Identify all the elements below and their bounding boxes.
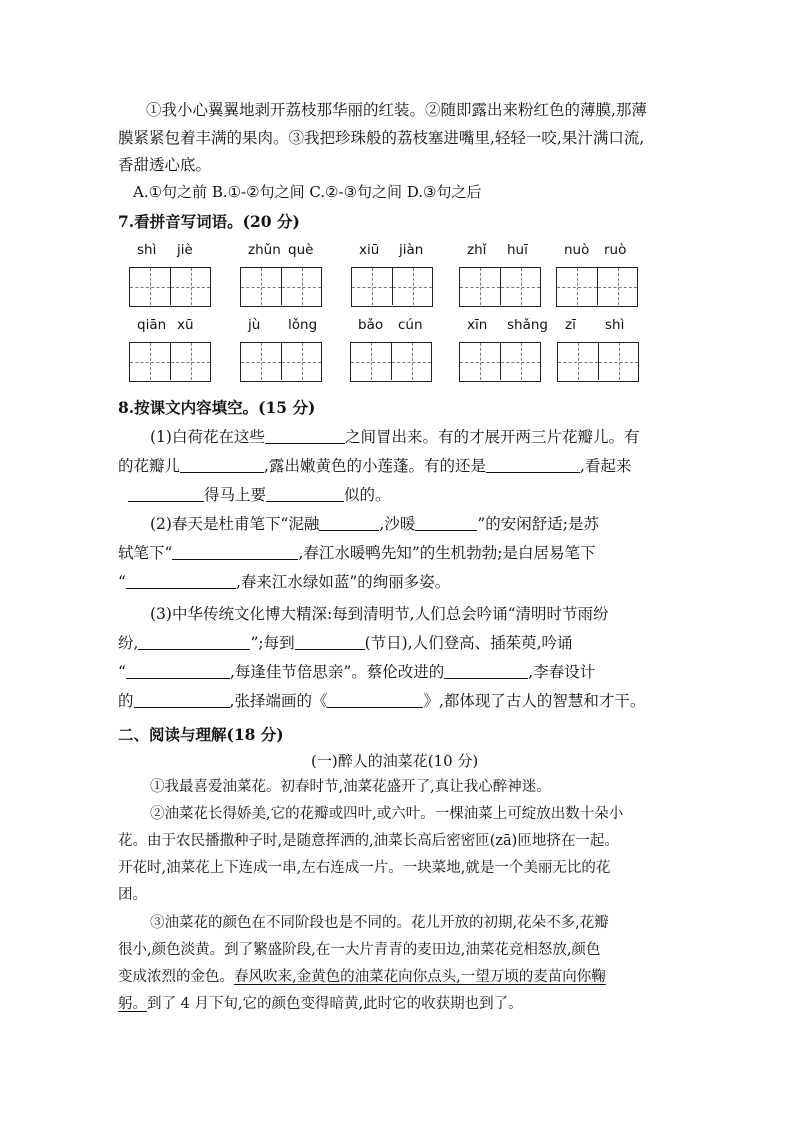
passage-title: (一)醉人的油菜花(10 分) [311,752,479,770]
writing-grid [556,267,638,307]
pinyin-syllable: huī [507,242,528,258]
writing-grid [129,267,211,307]
pinyin-syllable: jù [248,317,261,333]
grid-cell[interactable] [558,343,598,380]
grid-cell[interactable] [351,343,391,380]
writing-grid [351,267,433,307]
answer-blank[interactable] [319,514,379,531]
pinyin-syllable: jiè [177,242,193,258]
q8-text: ”的安闲舒适;是苏 [477,515,599,533]
q8-title: 8.按课文内容填空。(15 分) [118,398,316,417]
q8-text: ,露出嫩黄色的小莲蓬。有的还是 [264,457,486,475]
q8-text: ,春江水暖鸭先知”的生机勃勃;是白居易笔下 [298,544,596,562]
passage-para-2-l2: 花。由于农民播撒种子时,是随意挥洒的,油菜长高后密密匝(zā)匝地挤在一起。 [118,833,619,849]
grid-cell[interactable] [460,268,500,305]
passage-para-2-l4: 团。 [118,887,147,903]
q8-text: ,每逢佳节倍思亲”。蔡伦改进的 [229,663,445,681]
grid-cell[interactable] [557,268,597,305]
underlined-sentence: 躬。 [118,996,147,1012]
writing-grid [459,342,541,382]
q8-text: 纷, [118,634,139,652]
passage-para-2-l1: ②油菜花长得娇美,它的花瓣或四叶,或六叶。一棵油菜上可绽放出数十朵小 [150,806,624,822]
q8-p2-line2 [118,542,596,564]
pinyin-syllable: xīn [467,317,488,333]
q8-text: ,沙暖 [379,515,416,533]
q8-text: (节日),人们登高、插茱萸,吟诵 [364,634,573,652]
pinyin-syllable: lǒng [288,317,318,333]
q8-text: 似的。 [344,486,391,504]
grid-cell[interactable] [130,268,170,305]
pinyin-syllable: xū [177,317,194,333]
q8-text: 的 [118,692,134,710]
passage-para-3-l3 [118,966,606,988]
q6-line-3: 香甜透心底。 [118,156,212,174]
writing-grid [240,342,322,382]
q8-p3-line2 [118,632,573,654]
grid-cell[interactable] [352,268,392,305]
q6-line-1: ①我小心翼翼地剥开荔枝那华丽的红装。②随即露出来粉红色的薄膜,那薄 [146,101,647,119]
q8-p2-line3 [118,571,450,593]
grid-cell[interactable] [500,268,540,305]
q8-text: ,春来江水绿如蓝”的绚丽多姿。 [235,573,451,591]
passage-para-3-l4 [118,993,523,1015]
pinyin-syllable: shì [605,317,625,333]
answer-blank[interactable] [180,456,264,473]
grid-cell[interactable] [598,343,638,380]
q6-options: A.①句之前 B.①-②句之间 C.②-③句之间 D.③句之后 [133,183,482,201]
q8-text: ,张择端画的《 [229,692,328,710]
answer-blank[interactable] [295,633,365,650]
passage-para-1: ①我最喜爱油菜花。初春时节,油菜花盛开了,真让我心醉神迷。 [150,779,551,795]
passage-para-3-l1: ③油菜花的颜色在不同阶段也是不同的。花儿开放的初期,花朵不多,花瓣 [150,915,609,931]
grid-cell[interactable] [241,343,281,380]
pinyin-syllable: xiū [359,242,380,258]
writing-grid [350,342,432,382]
writing-grid [129,342,211,382]
grid-cell[interactable] [597,268,637,305]
grid-cell[interactable] [391,343,431,380]
section-2-title: 二、阅读与理解(18 分) [118,725,284,744]
grid-cell[interactable] [281,268,321,305]
pinyin-syllable: zhǐ [467,242,487,258]
q8-text: “ [118,573,126,591]
pinyin-syllable: shì [137,242,157,258]
answer-blank[interactable] [138,633,250,650]
q8-p3-line4 [118,690,645,712]
q8-text: 轼笔下“ [118,544,173,562]
passage-text: 变成浓烈的金色。 [118,969,234,985]
q8-text: (1)白荷花在这些 [150,428,265,446]
grid-cell[interactable] [500,343,540,380]
pinyin-syllable: shǎng [507,317,548,333]
q8-p1-line2 [118,455,631,477]
answer-blank[interactable] [126,662,230,679]
passage-para-3-l2: 很小,颜色淡黄。到了繁盛阶段,在一大片青青的麦田边,油菜花竞相怒放,颜色 [118,942,601,958]
q8-p3-line3 [118,661,595,683]
q8-p2-line1 [150,513,599,535]
answer-blank[interactable] [172,543,298,560]
answer-blank[interactable] [265,427,345,444]
pinyin-syllable: zī [565,317,576,333]
pinyin-syllable: bǎo [358,317,384,333]
q8-p1-line1 [150,426,639,448]
q8-text: 得马上要 [204,486,267,504]
writing-grid [557,342,639,382]
pinyin-syllable: què [288,242,314,258]
answer-blank[interactable] [128,485,204,502]
q8-text: “ [118,663,126,681]
pinyin-syllable: qiān [137,317,167,333]
q8-p1-line3 [128,484,391,506]
pinyin-syllable: cún [398,317,423,333]
writing-grid [459,267,541,307]
grid-cell[interactable] [460,343,500,380]
q8-text: ,李春设计 [528,663,596,681]
pinyin-syllable: nuò [564,242,590,258]
answer-blank[interactable] [126,572,236,589]
pinyin-syllable: ruò [604,242,627,258]
grid-cell[interactable] [170,343,210,380]
grid-cell[interactable] [241,268,281,305]
q8-text: 》,都体现了古人的智慧和才干。 [423,692,646,710]
answer-blank[interactable] [266,485,344,502]
answer-blank[interactable] [415,514,477,531]
q8-p3-line1: (3)中华传统文化博大精深:每到清明节,人们总会吟诵“清明时节雨纷 [150,605,609,623]
passage-para-2-l3: 开花时,油菜花上下连成一串,左右连成一片。一块菜地,就是一个美丽无比的花 [118,860,611,876]
grid-cell[interactable] [281,343,321,380]
answer-blank[interactable] [134,691,230,708]
q7-title: 7.看拼音写词语。(20 分) [118,212,300,231]
q8-text: (2)春天是杜甫笔下“泥融 [150,515,320,533]
pinyin-syllable: zhǔn [248,242,281,258]
passage-text: 到了 4 月下旬,它的颜色变得暗黄,此时它的收获期也到了。 [147,996,523,1012]
q8-text: ,看起来 [579,457,632,475]
grid-cell[interactable] [130,343,170,380]
q8-text: 之间冒出来。有的才展开两三片花瓣儿。有 [344,428,640,446]
answer-blank[interactable] [444,662,528,679]
grid-cell[interactable] [170,268,210,305]
pinyin-syllable: jiàn [399,242,424,258]
q6-line-2: 膜紧紧包着丰满的果肉。③我把珍珠般的荔枝塞进嘴里,轻轻一咬,果汁满口流, [118,129,645,147]
answer-blank[interactable] [327,691,423,708]
writing-grid [240,267,322,307]
q8-text: 的花瓣儿 [118,457,181,475]
grid-cell[interactable] [392,268,432,305]
underlined-sentence: 春风吹来,金黄色的油菜花向你点头,一望万顷的麦苗向你鞠 [234,969,606,985]
answer-blank[interactable] [486,456,580,473]
q8-text: ”;每到 [250,634,295,652]
